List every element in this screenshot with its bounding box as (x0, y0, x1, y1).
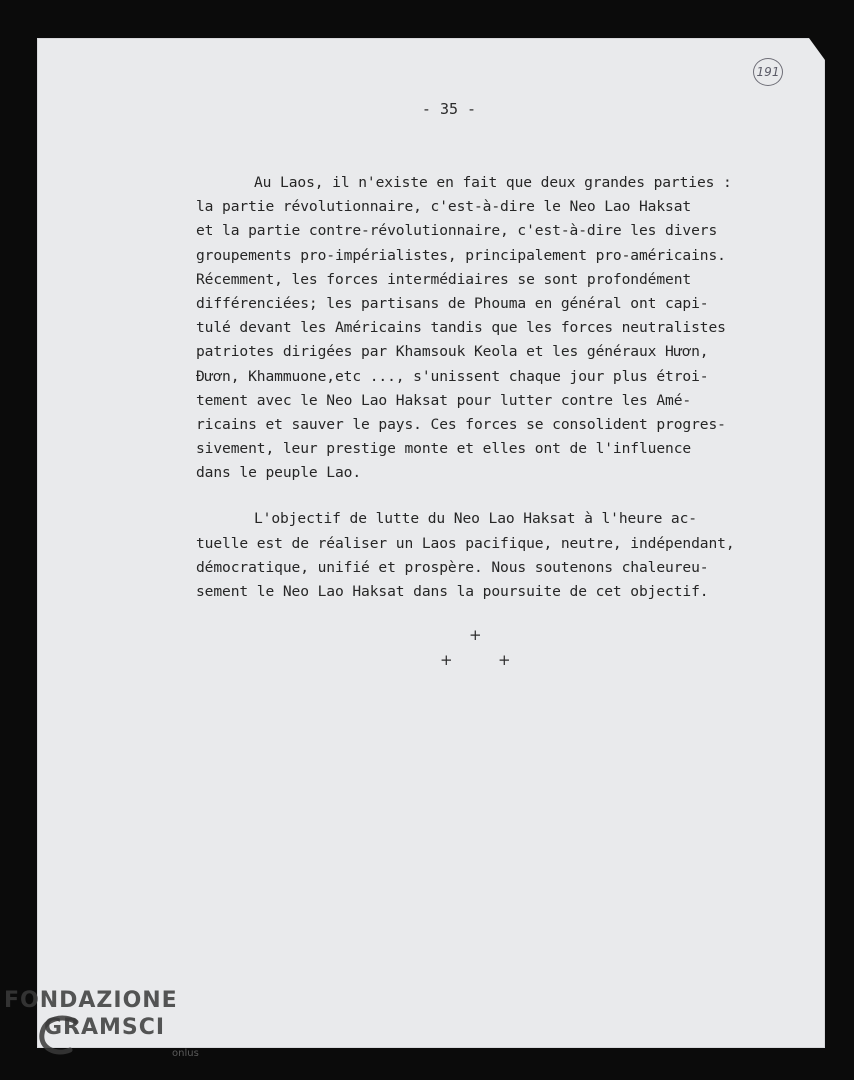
paragraph-1 (196, 171, 796, 485)
document-page (37, 38, 825, 1048)
text-line: L'objectif de lutte du Neo Lao Haksat à l'heure ac- (254, 510, 697, 528)
text-line: démocratique, unifié et prospère. Nous soutenons chaleureu- (196, 558, 709, 576)
paragraph-gap (196, 485, 796, 507)
text-line: Đươn, Khammuone,etc ..., s'unissent chaque jour plus étroi- (196, 367, 709, 385)
page-corner-fold (809, 38, 825, 60)
logo-line-1: FONDAZIONE (4, 988, 178, 1013)
text-line: tulé devant les Américains tandis que les forces neutralistes (196, 319, 726, 337)
text-line: Au Laos, il n'existe en fait que deux grandes parties : (254, 174, 732, 191)
archive-number-stamp: 191 (753, 58, 783, 86)
text-line: sement le Neo Lao Haksat dans la poursuite de cet objectif. (196, 583, 709, 600)
logo-subtitle: onlus (172, 1048, 199, 1059)
text-line: la partie révolutionnaire, c'est-à-dire le Neo Lao Haksat (196, 198, 692, 216)
text-line: tuelle est de réaliser un Laos pacifique, neutre, indépendant, (196, 534, 735, 552)
text-line: groupements pro-impérialistes, principalement pro-américains. (196, 246, 726, 264)
separator-mark-left: + (440, 651, 453, 669)
fondazione-gramsci-logo (4, 988, 178, 1040)
logo-swirl-icon (36, 1012, 82, 1058)
text-line: différenciées; les partisans de Phouma en général ont capi- (196, 294, 709, 312)
paragraph-2 (196, 507, 796, 604)
body-text (196, 171, 796, 604)
separator-mark-top: + (469, 626, 482, 644)
text-line: et la partie contre-révolutionnaire, c'est-à-dire les divers (196, 222, 718, 240)
page-number: - 35 - (421, 100, 477, 118)
text-line: sivement, leur prestige monte et elles ont de l'influence (196, 440, 692, 458)
separator-mark-right: + (498, 651, 511, 669)
text-line: dans le peuple Lao. (196, 464, 362, 482)
logo-line-2: GRAMSCI (44, 1015, 166, 1040)
text-line: patriotes dirigées par Khamsouk Keola et les généraux Hươn, (196, 343, 709, 361)
text-line: ricains et sauver le pays. Ces forces se consolident progres- (196, 415, 726, 433)
text-line: tement avec le Neo Lao Haksat pour lutter contre les Amé- (196, 391, 692, 409)
text-line: Récemment, les forces intermédiaires se sont profondément (196, 270, 692, 288)
